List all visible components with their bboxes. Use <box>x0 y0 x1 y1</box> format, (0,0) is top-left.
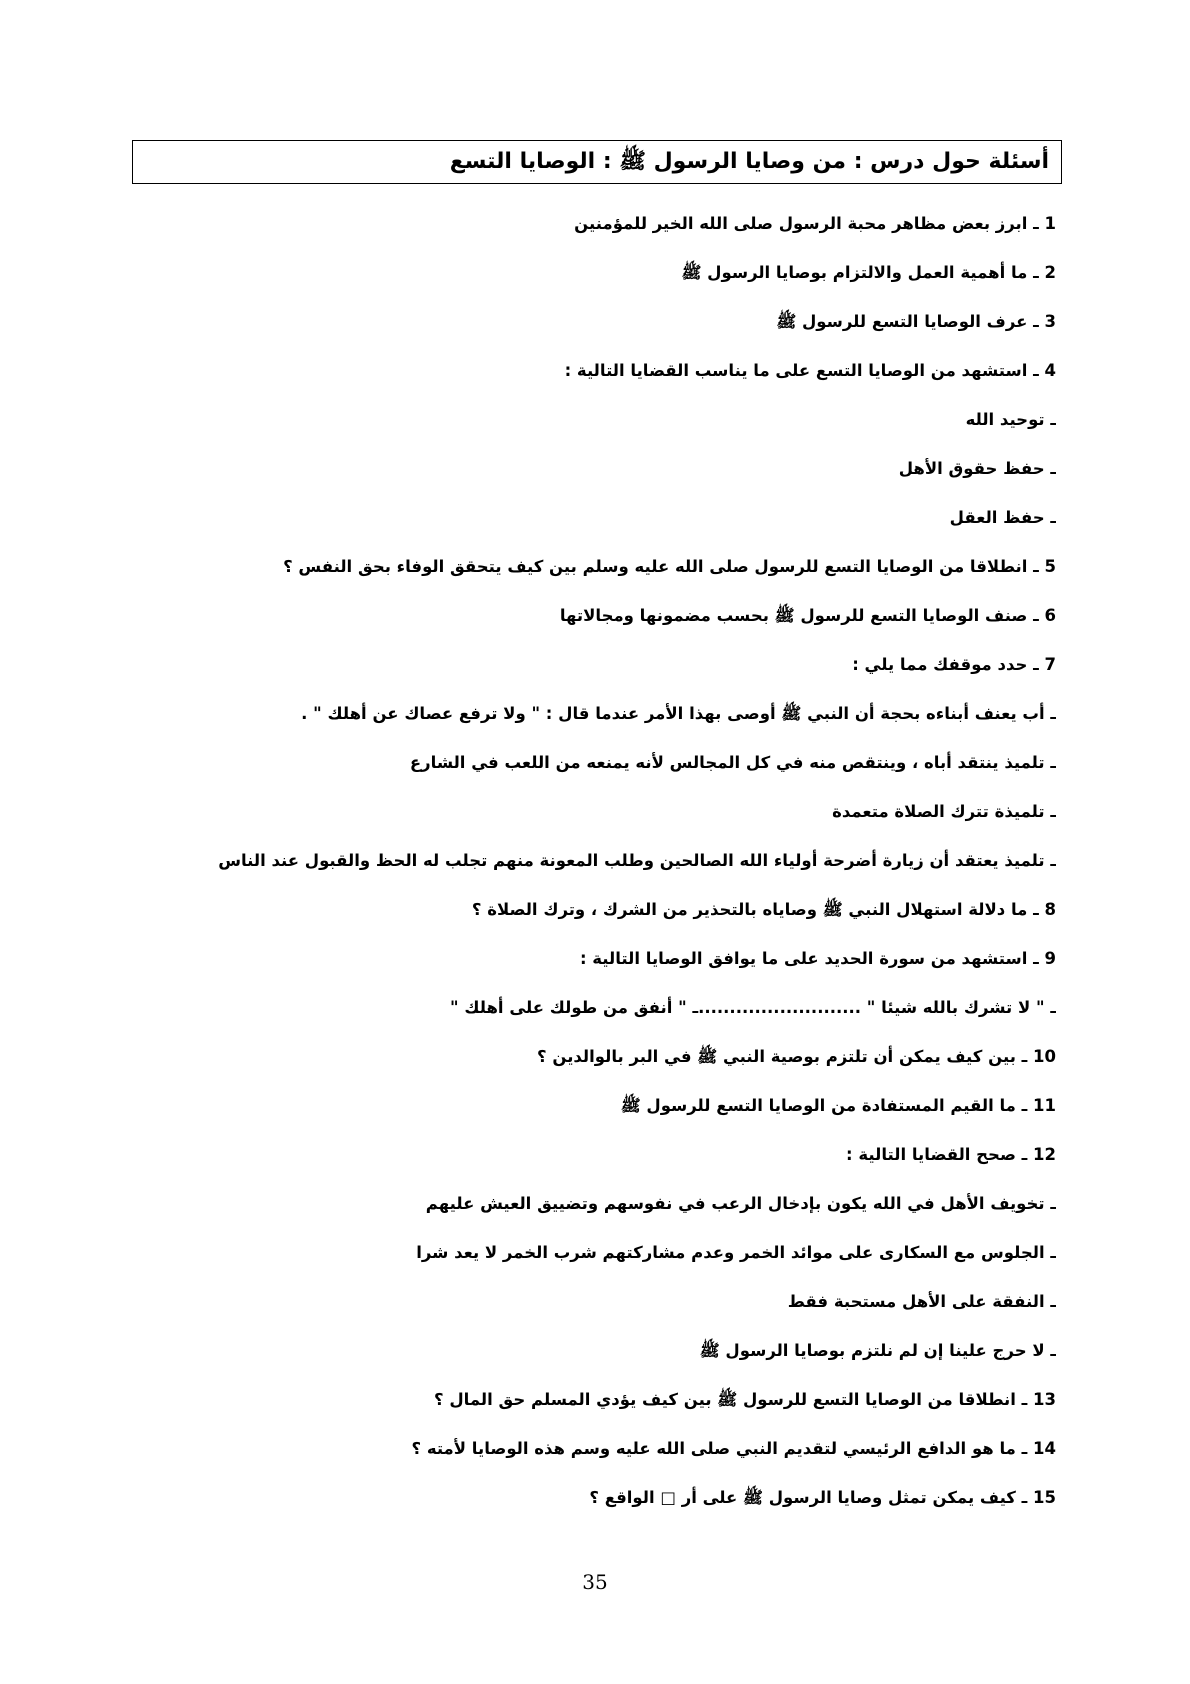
question-line: 6 ـ صنف الوصايا التسع للرسول ﷺ بحسب مضمونها ومجالاتها <box>559 606 1056 625</box>
page-number: 35 <box>582 1570 608 1594</box>
question-line: 1 ـ ابرز بعض مظاهر محبة الرسول صلى الله الخير للمؤمنين <box>574 214 1056 233</box>
question-line: 8 ـ ما دلالة استهلال النبي ﷺ وصاياه بالتحذير من الشرك ، وترك الصلاة ؟ <box>471 900 1056 919</box>
sub-item-line: ـ أب يعنف أبناءه بحجة أن النبي ﷺ أوصى بهذا الأمر عندما قال : " ولا ترفع عصاك عن أهلك " . <box>301 704 1056 723</box>
question-line: 13 ـ انطلاقا من الوصايا التسع للرسول ﷺ بين كيف يؤدي المسلم حق المال ؟ <box>434 1390 1056 1409</box>
question-line: 3 ـ عرف الوصايا التسع للرسول ﷺ <box>776 312 1056 331</box>
question-line: 14 ـ ما هو الدافع الرئيسي لتقديم النبي صلى الله عليه وسم هذه الوصايا لأمته ؟ <box>411 1439 1056 1458</box>
question-line: 12 ـ صحح القضايا التالية : <box>846 1145 1056 1164</box>
question-line: 4 ـ استشهد من الوصايا التسع على ما يناسب القضايا التالية : <box>564 361 1056 380</box>
question-line: 7 ـ حدد موقفك مما يلي : <box>852 655 1056 674</box>
sub-item-line: ـ النفقة على الأهل مستحبة فقط <box>787 1292 1056 1311</box>
question-line: 10 ـ بين كيف يمكن أن تلتزم بوصية النبي ﷺ في البر بالوالدين ؟ <box>537 1047 1056 1066</box>
question-line: 15 ـ كيف يمكن تمثل وصايا الرسول ﷺ على أر □ الواقع ؟ <box>589 1488 1056 1507</box>
question-line: 11 ـ ما القيم المستفادة من الوصايا التسع للرسول ﷺ <box>620 1096 1056 1115</box>
sub-item-line: ـ تلميذ يعتقد أن زيارة أضرحة أولياء الله الصالحين وطلب المعونة منهم تجلب له الحظ والقبول عند الناس <box>218 851 1056 870</box>
question-line: 2 ـ ما أهمية العمل والالتزام بوصايا الرسول ﷺ <box>681 263 1056 282</box>
sub-item-line: ـ الجلوس مع السكارى على موائد الخمر وعدم مشاركتهم شرب الخمر لا يعد شرا <box>416 1243 1056 1262</box>
questions-list <box>60 204 1056 1527</box>
sub-item-line: ـ تخويف الأهل في الله يكون بإدخال الرعب في نفوسهم وتضييق العيش عليهم <box>425 1194 1056 1213</box>
page-title: أسئلة حول درس : من وصايا الرسول ﷺ : الوصايا التسع <box>449 149 1049 174</box>
sub-item-line: ـ تلميذ ينتقد أباه ، وينتقص منه في كل المجالس لأنه يمنعه من اللعب في الشارع <box>409 753 1056 772</box>
question-line: 5 ـ انطلاقا من الوصايا التسع للرسول صلى الله عليه وسلم بين كيف يتحقق الوفاء بحق النفس ؟ <box>283 557 1056 576</box>
question-line: 9 ـ استشهد من سورة الحديد على ما يوافق الوصايا التالية : <box>579 949 1056 968</box>
sub-item-line: ـ تلميذة تترك الصلاة متعمدة <box>832 802 1056 821</box>
sub-item-line: ـ توحيد الله <box>965 410 1056 429</box>
sub-item-line: ـ حفظ العقل <box>949 508 1056 527</box>
sub-item-line: ـ لا حرج علينا إن لم نلتزم بوصايا الرسول ﷺ <box>699 1341 1056 1360</box>
sub-item-line: ـ حفظ حقوق الأهل <box>898 459 1056 478</box>
title-box <box>132 140 1062 184</box>
sub-item-line: ـ " لا تشرك بالله شيئا " ..........................ـ " أنفق من طولك على أهلك " <box>450 998 1056 1017</box>
